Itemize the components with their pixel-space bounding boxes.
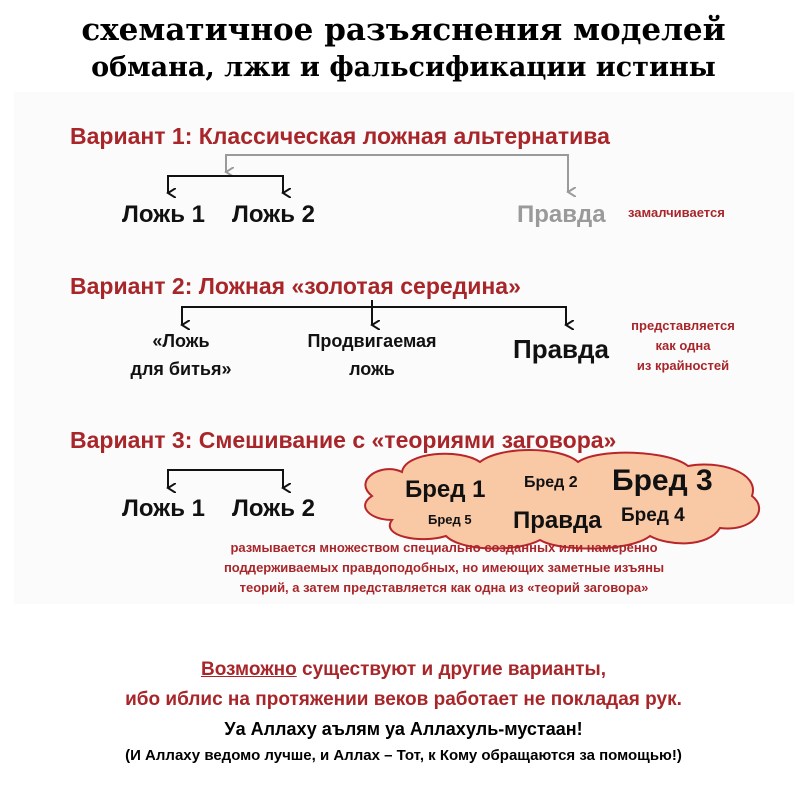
variant3-note [124, 538, 764, 598]
variant2-left-line1: «Ложь [152, 331, 210, 351]
variant2-note-line2: как одна [655, 338, 711, 353]
footer-line-2: ибо иблис на протяжении веков работает не покладая рук. [125, 689, 682, 710]
variant1-heading: Вариант 1: Классическая ложная альтернатива [70, 123, 610, 149]
variant1-lie1: Ложь 1 [122, 201, 205, 228]
footer-line-1-rest: существуют и другие варианты, [296, 659, 607, 680]
footer-underlined-word: Возможно [200, 659, 297, 680]
v2-bracket [182, 307, 566, 324]
cloud-label-truth: Правда [513, 507, 602, 534]
variant2-left-line2: для битья» [130, 359, 232, 379]
variant1-lie2: Ложь 2 [232, 201, 315, 228]
variant2-truth: Правда [513, 334, 609, 364]
variant2-heading: Вариант 2: Ложная «золотая середина» [70, 273, 521, 299]
variant2-note [612, 316, 754, 376]
variant3-lie1: Ложь 1 [122, 495, 205, 522]
footer-line-3: Уа Аллаху аълям уа Аллахуль-мустаан! [224, 719, 583, 739]
variant1-truth: Правда [517, 201, 606, 228]
title-line-2: обмана, лжи и фальсификации истины [91, 52, 716, 83]
footer-line-4: (И Аллаху ведомо лучше, и Аллах – Тот, к Кому обращаются за помощью!) [125, 747, 682, 764]
variant3-heading: Вариант 3: Смешивание с «теориями заговора» [70, 427, 617, 453]
v1-black-bracket [168, 176, 283, 192]
footer-line-1 [0, 659, 807, 681]
cloud-label-b3: Бред 3 [612, 464, 713, 497]
variant2-left-label [114, 327, 248, 383]
variant3-note-line2: поддерживаемых правдоподобных, но имеющих заметные изъяны [223, 560, 665, 575]
variant3-lie2: Ложь 2 [232, 495, 315, 522]
variant2-note-line1: представляется [631, 318, 735, 333]
cloud-label-b2: Бред 2 [524, 474, 578, 491]
variant2-middle-line2: ложь [349, 359, 395, 379]
variant2-middle-label [290, 327, 454, 383]
cloud-label-b1: Бред 1 [405, 476, 486, 503]
v3-bracket [168, 470, 283, 487]
title-line-1: схематичное разъяснения моделей [81, 12, 726, 48]
variant1-note: замалчивается [628, 205, 725, 220]
variant3-note-line3: теорий, а затем представляется как одна из «теорий заговора» [239, 580, 649, 595]
cloud-label-b5: Бред 5 [428, 512, 472, 527]
v1-gray-bracket [226, 155, 568, 192]
variant2-middle-line1: Продвигаемая [307, 331, 437, 351]
variant3-note-line1: размывается множеством специально созданных или намеренно [230, 540, 658, 555]
variant2-note-line3: из крайностей [636, 358, 730, 373]
cloud-label-b4: Бред 4 [621, 505, 685, 526]
